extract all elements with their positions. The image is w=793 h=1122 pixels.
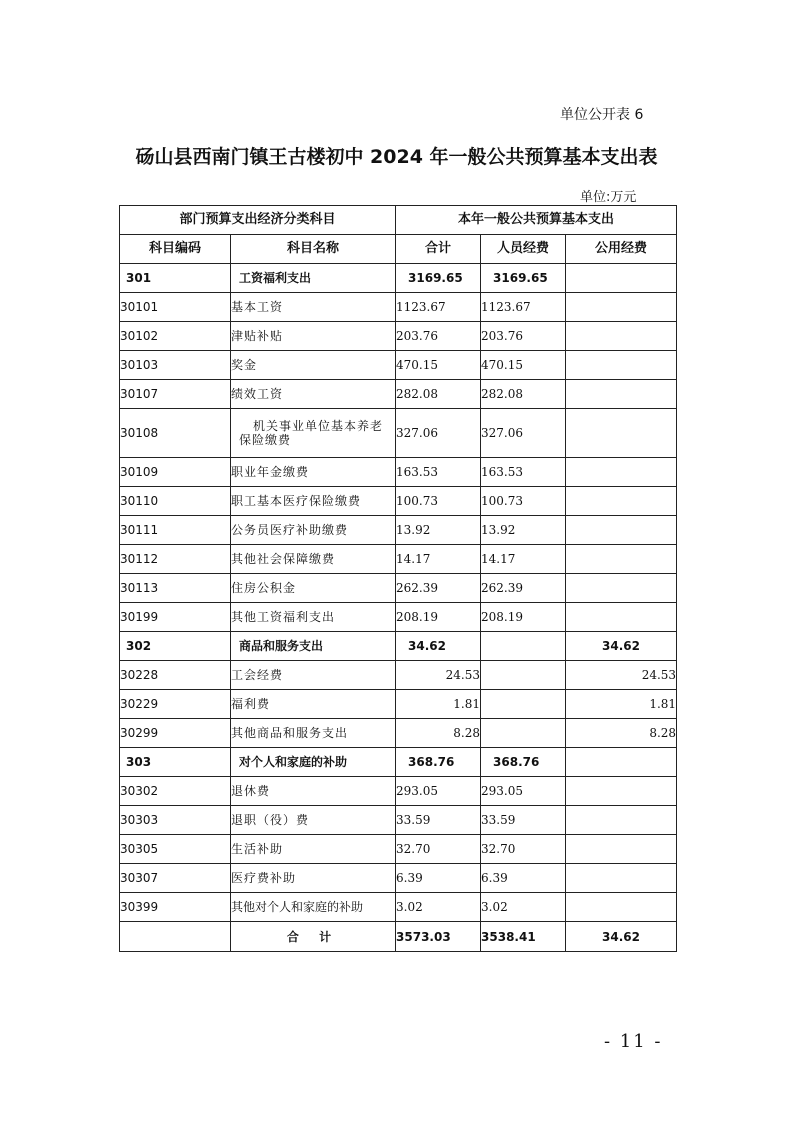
item-personnel: 1123.67 bbox=[481, 293, 566, 322]
category-code: 302 bbox=[120, 632, 231, 661]
item-row bbox=[120, 380, 677, 409]
item-personnel: 163.53 bbox=[481, 458, 566, 487]
item-name: 其他工资福利支出 bbox=[231, 603, 396, 632]
item-code: 30229 bbox=[120, 690, 231, 719]
item-name: 职业年金缴费 bbox=[231, 458, 396, 487]
item-name: 退休费 bbox=[231, 777, 396, 806]
item-public bbox=[566, 322, 677, 351]
item-row bbox=[120, 574, 677, 603]
item-code: 30305 bbox=[120, 835, 231, 864]
item-row bbox=[120, 545, 677, 574]
item-code: 30303 bbox=[120, 806, 231, 835]
item-public: 8.28 bbox=[566, 719, 677, 748]
item-code: 30103 bbox=[120, 351, 231, 380]
category-public bbox=[566, 264, 677, 293]
item-personnel: 3.02 bbox=[481, 893, 566, 922]
item-personnel: 13.92 bbox=[481, 516, 566, 545]
item-total: 293.05 bbox=[396, 777, 481, 806]
item-personnel: 262.39 bbox=[481, 574, 566, 603]
item-total: 33.59 bbox=[396, 806, 481, 835]
grand-total-total: 3573.03 bbox=[396, 922, 481, 952]
page-number: - 11 - bbox=[604, 1031, 663, 1052]
item-total: 3.02 bbox=[396, 893, 481, 922]
item-code: 30112 bbox=[120, 545, 231, 574]
item-public bbox=[566, 603, 677, 632]
item-code: 30107 bbox=[120, 380, 231, 409]
item-name: 住房公积金 bbox=[231, 574, 396, 603]
item-name: 奖金 bbox=[231, 351, 396, 380]
item-public bbox=[566, 864, 677, 893]
category-total: 368.76 bbox=[396, 748, 481, 777]
item-row bbox=[120, 806, 677, 835]
item-name: 公务员医疗补助缴费 bbox=[231, 516, 396, 545]
item-personnel bbox=[481, 690, 566, 719]
grand-total-code-cell bbox=[120, 922, 231, 952]
item-personnel: 33.59 bbox=[481, 806, 566, 835]
item-total: 470.15 bbox=[396, 351, 481, 380]
item-name: 其他商品和服务支出 bbox=[231, 719, 396, 748]
item-personnel: 203.76 bbox=[481, 322, 566, 351]
item-total: 100.73 bbox=[396, 487, 481, 516]
item-public bbox=[566, 893, 677, 922]
item-public: 1.81 bbox=[566, 690, 677, 719]
item-total: 6.39 bbox=[396, 864, 481, 893]
category-name: 商品和服务支出 bbox=[231, 632, 396, 661]
item-total: 8.28 bbox=[396, 719, 481, 748]
group-header-classification: 部门预算支出经济分类科目 bbox=[120, 206, 396, 235]
column-header-public: 公用经费 bbox=[566, 235, 677, 264]
column-header-name: 科目名称 bbox=[231, 235, 396, 264]
item-name: 生活补助 bbox=[231, 835, 396, 864]
item-public bbox=[566, 487, 677, 516]
category-personnel: 3169.65 bbox=[481, 264, 566, 293]
item-personnel: 282.08 bbox=[481, 380, 566, 409]
item-total: 14.17 bbox=[396, 545, 481, 574]
item-personnel: 32.70 bbox=[481, 835, 566, 864]
item-public bbox=[566, 516, 677, 545]
item-name: 绩效工资 bbox=[231, 380, 396, 409]
item-personnel: 6.39 bbox=[481, 864, 566, 893]
group-header-row bbox=[120, 206, 677, 235]
item-total: 282.08 bbox=[396, 380, 481, 409]
item-name: 其他社会保障缴费 bbox=[231, 545, 396, 574]
item-personnel bbox=[481, 661, 566, 690]
item-row bbox=[120, 893, 677, 922]
item-code: 30228 bbox=[120, 661, 231, 690]
group-header-expenditure: 本年一般公共预算基本支出 bbox=[396, 206, 677, 235]
item-public bbox=[566, 574, 677, 603]
item-code: 30302 bbox=[120, 777, 231, 806]
item-code: 30110 bbox=[120, 487, 231, 516]
item-code: 30113 bbox=[120, 574, 231, 603]
item-personnel: 293.05 bbox=[481, 777, 566, 806]
column-header-personnel: 人员经费 bbox=[481, 235, 566, 264]
item-total: 1123.67 bbox=[396, 293, 481, 322]
item-code: 30111 bbox=[120, 516, 231, 545]
item-public bbox=[566, 380, 677, 409]
category-row bbox=[120, 748, 677, 777]
category-code: 301 bbox=[120, 264, 231, 293]
item-public bbox=[566, 458, 677, 487]
table-label: 单位公开表 6 bbox=[560, 107, 644, 123]
item-name: 福利费 bbox=[231, 690, 396, 719]
item-row bbox=[120, 458, 677, 487]
category-name: 对个人和家庭的补助 bbox=[231, 748, 396, 777]
item-code: 30108 bbox=[120, 409, 231, 458]
item-total: 24.53 bbox=[396, 661, 481, 690]
column-header-code: 科目编码 bbox=[120, 235, 231, 264]
item-total: 262.39 bbox=[396, 574, 481, 603]
item-name: 退职（役）费 bbox=[231, 806, 396, 835]
grand-total-personnel: 3538.41 bbox=[481, 922, 566, 952]
item-row bbox=[120, 322, 677, 351]
item-total: 13.92 bbox=[396, 516, 481, 545]
item-row bbox=[120, 603, 677, 632]
item-name: 其他对个人和家庭的补助 bbox=[231, 893, 396, 922]
item-name: 工会经费 bbox=[231, 661, 396, 690]
item-public bbox=[566, 409, 677, 458]
category-total: 34.62 bbox=[396, 632, 481, 661]
category-name: 工资福利支出 bbox=[231, 264, 396, 293]
category-personnel: 368.76 bbox=[481, 748, 566, 777]
item-personnel: 327.06 bbox=[481, 409, 566, 458]
item-total: 327.06 bbox=[396, 409, 481, 458]
item-row bbox=[120, 690, 677, 719]
item-code: 30101 bbox=[120, 293, 231, 322]
item-personnel: 470.15 bbox=[481, 351, 566, 380]
item-public bbox=[566, 777, 677, 806]
grand-total-row bbox=[120, 922, 677, 952]
column-header-total: 合计 bbox=[396, 235, 481, 264]
category-code: 303 bbox=[120, 748, 231, 777]
category-row bbox=[120, 632, 677, 661]
item-code: 30299 bbox=[120, 719, 231, 748]
item-name: 津贴补贴 bbox=[231, 322, 396, 351]
category-public bbox=[566, 748, 677, 777]
item-name: 医疗费补助 bbox=[231, 864, 396, 893]
budget-table bbox=[119, 205, 677, 952]
page-title: 砀山县西南门镇王古楼初中 2024 年一般公共预算基本支出表 bbox=[135, 146, 658, 168]
item-name: 职工基本医疗保险缴费 bbox=[231, 487, 396, 516]
item-public bbox=[566, 545, 677, 574]
category-total: 3169.65 bbox=[396, 264, 481, 293]
category-row bbox=[120, 264, 677, 293]
item-row bbox=[120, 293, 677, 322]
item-row bbox=[120, 835, 677, 864]
item-name: 基本工资 bbox=[231, 293, 396, 322]
unit-label: 单位:万元 bbox=[580, 190, 637, 205]
column-header-row bbox=[120, 235, 677, 264]
item-row bbox=[120, 487, 677, 516]
item-code: 30399 bbox=[120, 893, 231, 922]
item-personnel: 208.19 bbox=[481, 603, 566, 632]
item-personnel bbox=[481, 719, 566, 748]
item-total: 208.19 bbox=[396, 603, 481, 632]
item-total: 32.70 bbox=[396, 835, 481, 864]
grand-total-public: 34.62 bbox=[566, 922, 677, 952]
item-public bbox=[566, 293, 677, 322]
item-personnel: 100.73 bbox=[481, 487, 566, 516]
item-total: 1.81 bbox=[396, 690, 481, 719]
item-row bbox=[120, 661, 677, 690]
item-total: 203.76 bbox=[396, 322, 481, 351]
item-name: 机关事业单位基本养老保险缴费 bbox=[231, 409, 396, 458]
grand-total-label: 合 计 bbox=[231, 922, 396, 952]
item-public bbox=[566, 835, 677, 864]
item-public bbox=[566, 806, 677, 835]
item-personnel: 14.17 bbox=[481, 545, 566, 574]
item-row bbox=[120, 777, 677, 806]
item-public: 24.53 bbox=[566, 661, 677, 690]
item-row bbox=[120, 351, 677, 380]
item-code: 30102 bbox=[120, 322, 231, 351]
item-row bbox=[120, 864, 677, 893]
item-row bbox=[120, 409, 677, 458]
category-personnel bbox=[481, 632, 566, 661]
item-public bbox=[566, 351, 677, 380]
item-row bbox=[120, 719, 677, 748]
item-total: 163.53 bbox=[396, 458, 481, 487]
item-row bbox=[120, 516, 677, 545]
item-code: 30307 bbox=[120, 864, 231, 893]
category-public: 34.62 bbox=[566, 632, 677, 661]
item-code: 30199 bbox=[120, 603, 231, 632]
item-code: 30109 bbox=[120, 458, 231, 487]
